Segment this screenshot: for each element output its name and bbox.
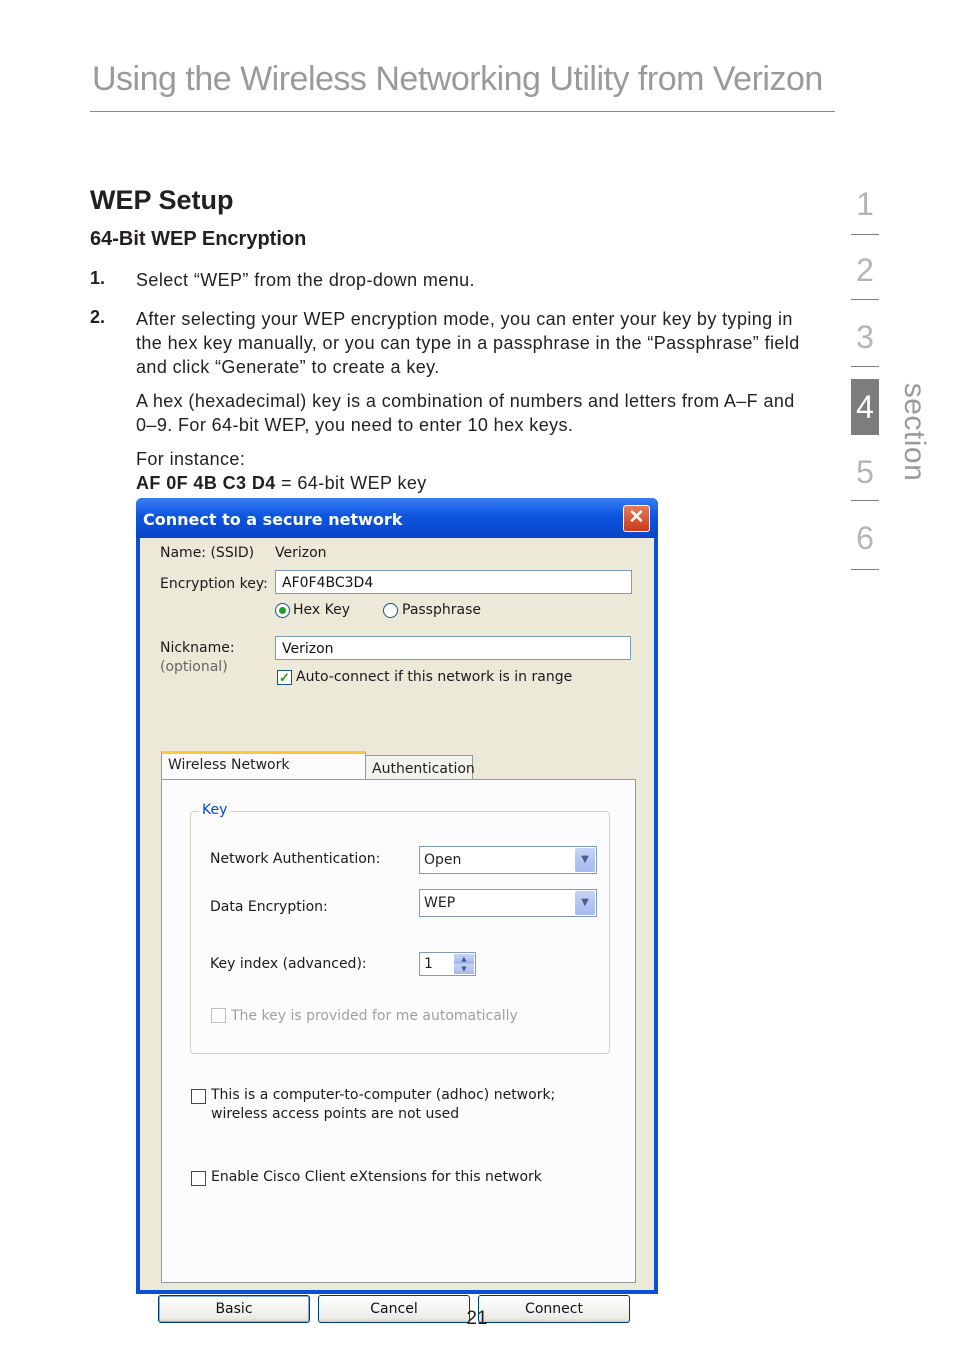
data-encryption-value: WEP — [424, 895, 456, 911]
key-index-label: Key index (advanced): — [210, 956, 367, 972]
section-nav-item-1: 1 — [856, 186, 874, 222]
section-nav-item-5: 5 — [856, 454, 874, 490]
connect-button[interactable]: Connect — [478, 1295, 630, 1323]
hex-key-label: Hex Key — [293, 602, 351, 618]
chevron-down-icon[interactable]: ▼ — [575, 848, 595, 872]
step-text: Select “WEP” from the drop-down menu. — [136, 270, 475, 290]
basic-button[interactable]: Basic — [158, 1295, 310, 1323]
adhoc-label-line1: This is a computer-to-computer (adhoc) network; — [211, 1087, 556, 1103]
example-key: AF 0F 4B C3 D4 — [136, 473, 276, 493]
adhoc-label-line2: wireless access points are not used — [211, 1106, 460, 1122]
autoconnect-label: Auto-connect if this network is in range — [296, 669, 573, 685]
nickname-input[interactable]: Verizon — [275, 636, 631, 660]
step-text: After selecting your WEP encryption mode, you can enter your key by typing in the hex key manually, or you can type in a passphrase in the “Passphrase” field and click “Generate” to create a key. — [136, 309, 800, 377]
section-nav-divider — [851, 234, 879, 235]
section-label-text: section — [898, 382, 931, 482]
auto-key-checkbox — [211, 1008, 226, 1023]
tab-panel — [161, 779, 636, 1283]
auto-key-label: The key is provided for me automatically — [231, 1008, 518, 1024]
page-header-title: Using the Wireless Networking Utility from Verizon — [92, 60, 823, 98]
chevron-down-icon[interactable]: ▼ — [575, 891, 595, 915]
section-nav-divider — [851, 500, 879, 501]
connect-dialog — [136, 498, 658, 1317]
section-nav-divider — [851, 299, 879, 300]
network-authentication-value: Open — [424, 852, 462, 868]
section-title: WEP Setup — [90, 185, 234, 215]
encryption-key-label: Encryption key: — [160, 576, 268, 592]
step-number: 2. — [90, 307, 106, 327]
network-authentication-label: Network Authentication: — [210, 851, 381, 867]
section-nav-divider — [851, 366, 879, 367]
nickname-label: Nickname: — [160, 640, 235, 656]
section-subtitle: 64-Bit WEP Encryption — [90, 228, 307, 250]
passphrase-label: Passphrase — [402, 602, 481, 618]
key-group-title: Key — [199, 802, 230, 818]
checkmark-icon: ✓ — [279, 670, 290, 685]
stepper-up-icon[interactable]: ▲ — [454, 954, 474, 964]
tab-wireless-network-properties[interactable]: Wireless Network — [161, 751, 366, 781]
tab-authentication[interactable]: Authentication — [365, 755, 473, 781]
step-number: 1. — [90, 268, 106, 288]
cisco-extensions-label: Enable Cisco Client eXtensions for this network — [211, 1169, 542, 1185]
ssid-value: Verizon — [275, 545, 327, 561]
network-authentication-select[interactable] — [419, 846, 597, 874]
section-nav-item-4-active: 4 — [851, 379, 879, 435]
nickname-optional-label: (optional) — [160, 659, 228, 675]
encryption-key-input[interactable]: AF0F4BC3D4 — [275, 570, 632, 594]
data-encryption-label: Data Encryption: — [210, 899, 328, 915]
section-nav-divider — [851, 569, 879, 570]
hex-note: A hex (hexadecimal) key is a combination of numbers and letters from A–F and 0–9. For 64-bit WEP, you need to enter 10 hex keys. — [136, 391, 795, 435]
cisco-extensions-checkbox[interactable] — [191, 1171, 206, 1186]
section-nav-item-6: 6 — [856, 520, 874, 556]
autoconnect-checkbox[interactable] — [277, 670, 292, 685]
example-line — [136, 471, 816, 495]
close-button[interactable] — [623, 505, 650, 532]
section-label — [894, 372, 934, 492]
page-number: 21 — [466, 1308, 488, 1329]
hex-key-radio[interactable] — [275, 603, 290, 618]
stepper-down-icon[interactable]: ▼ — [454, 964, 474, 974]
header-divider — [90, 111, 835, 112]
dialog-client-area — [140, 538, 654, 1317]
cancel-button[interactable]: Cancel — [318, 1295, 470, 1323]
example-suffix: = 64-bit WEP key — [275, 473, 427, 493]
instance-intro: For instance: — [136, 449, 246, 469]
passphrase-radio[interactable] — [383, 603, 398, 618]
dialog-title: Connect to a secure network — [143, 510, 403, 529]
key-groupbox — [190, 802, 610, 1054]
close-icon: ✕ — [628, 507, 645, 528]
dialog-titlebar[interactable] — [136, 498, 658, 538]
data-encryption-select[interactable] — [419, 889, 597, 917]
adhoc-checkbox[interactable] — [191, 1089, 206, 1104]
section-nav-item-2: 2 — [856, 252, 874, 288]
key-index-value: 1 — [424, 956, 433, 972]
key-index-stepper[interactable] — [419, 952, 476, 976]
ssid-label: Name: (SSID) — [160, 545, 255, 561]
stepper-buttons[interactable] — [454, 954, 474, 974]
section-nav-item-3: 3 — [856, 319, 874, 355]
